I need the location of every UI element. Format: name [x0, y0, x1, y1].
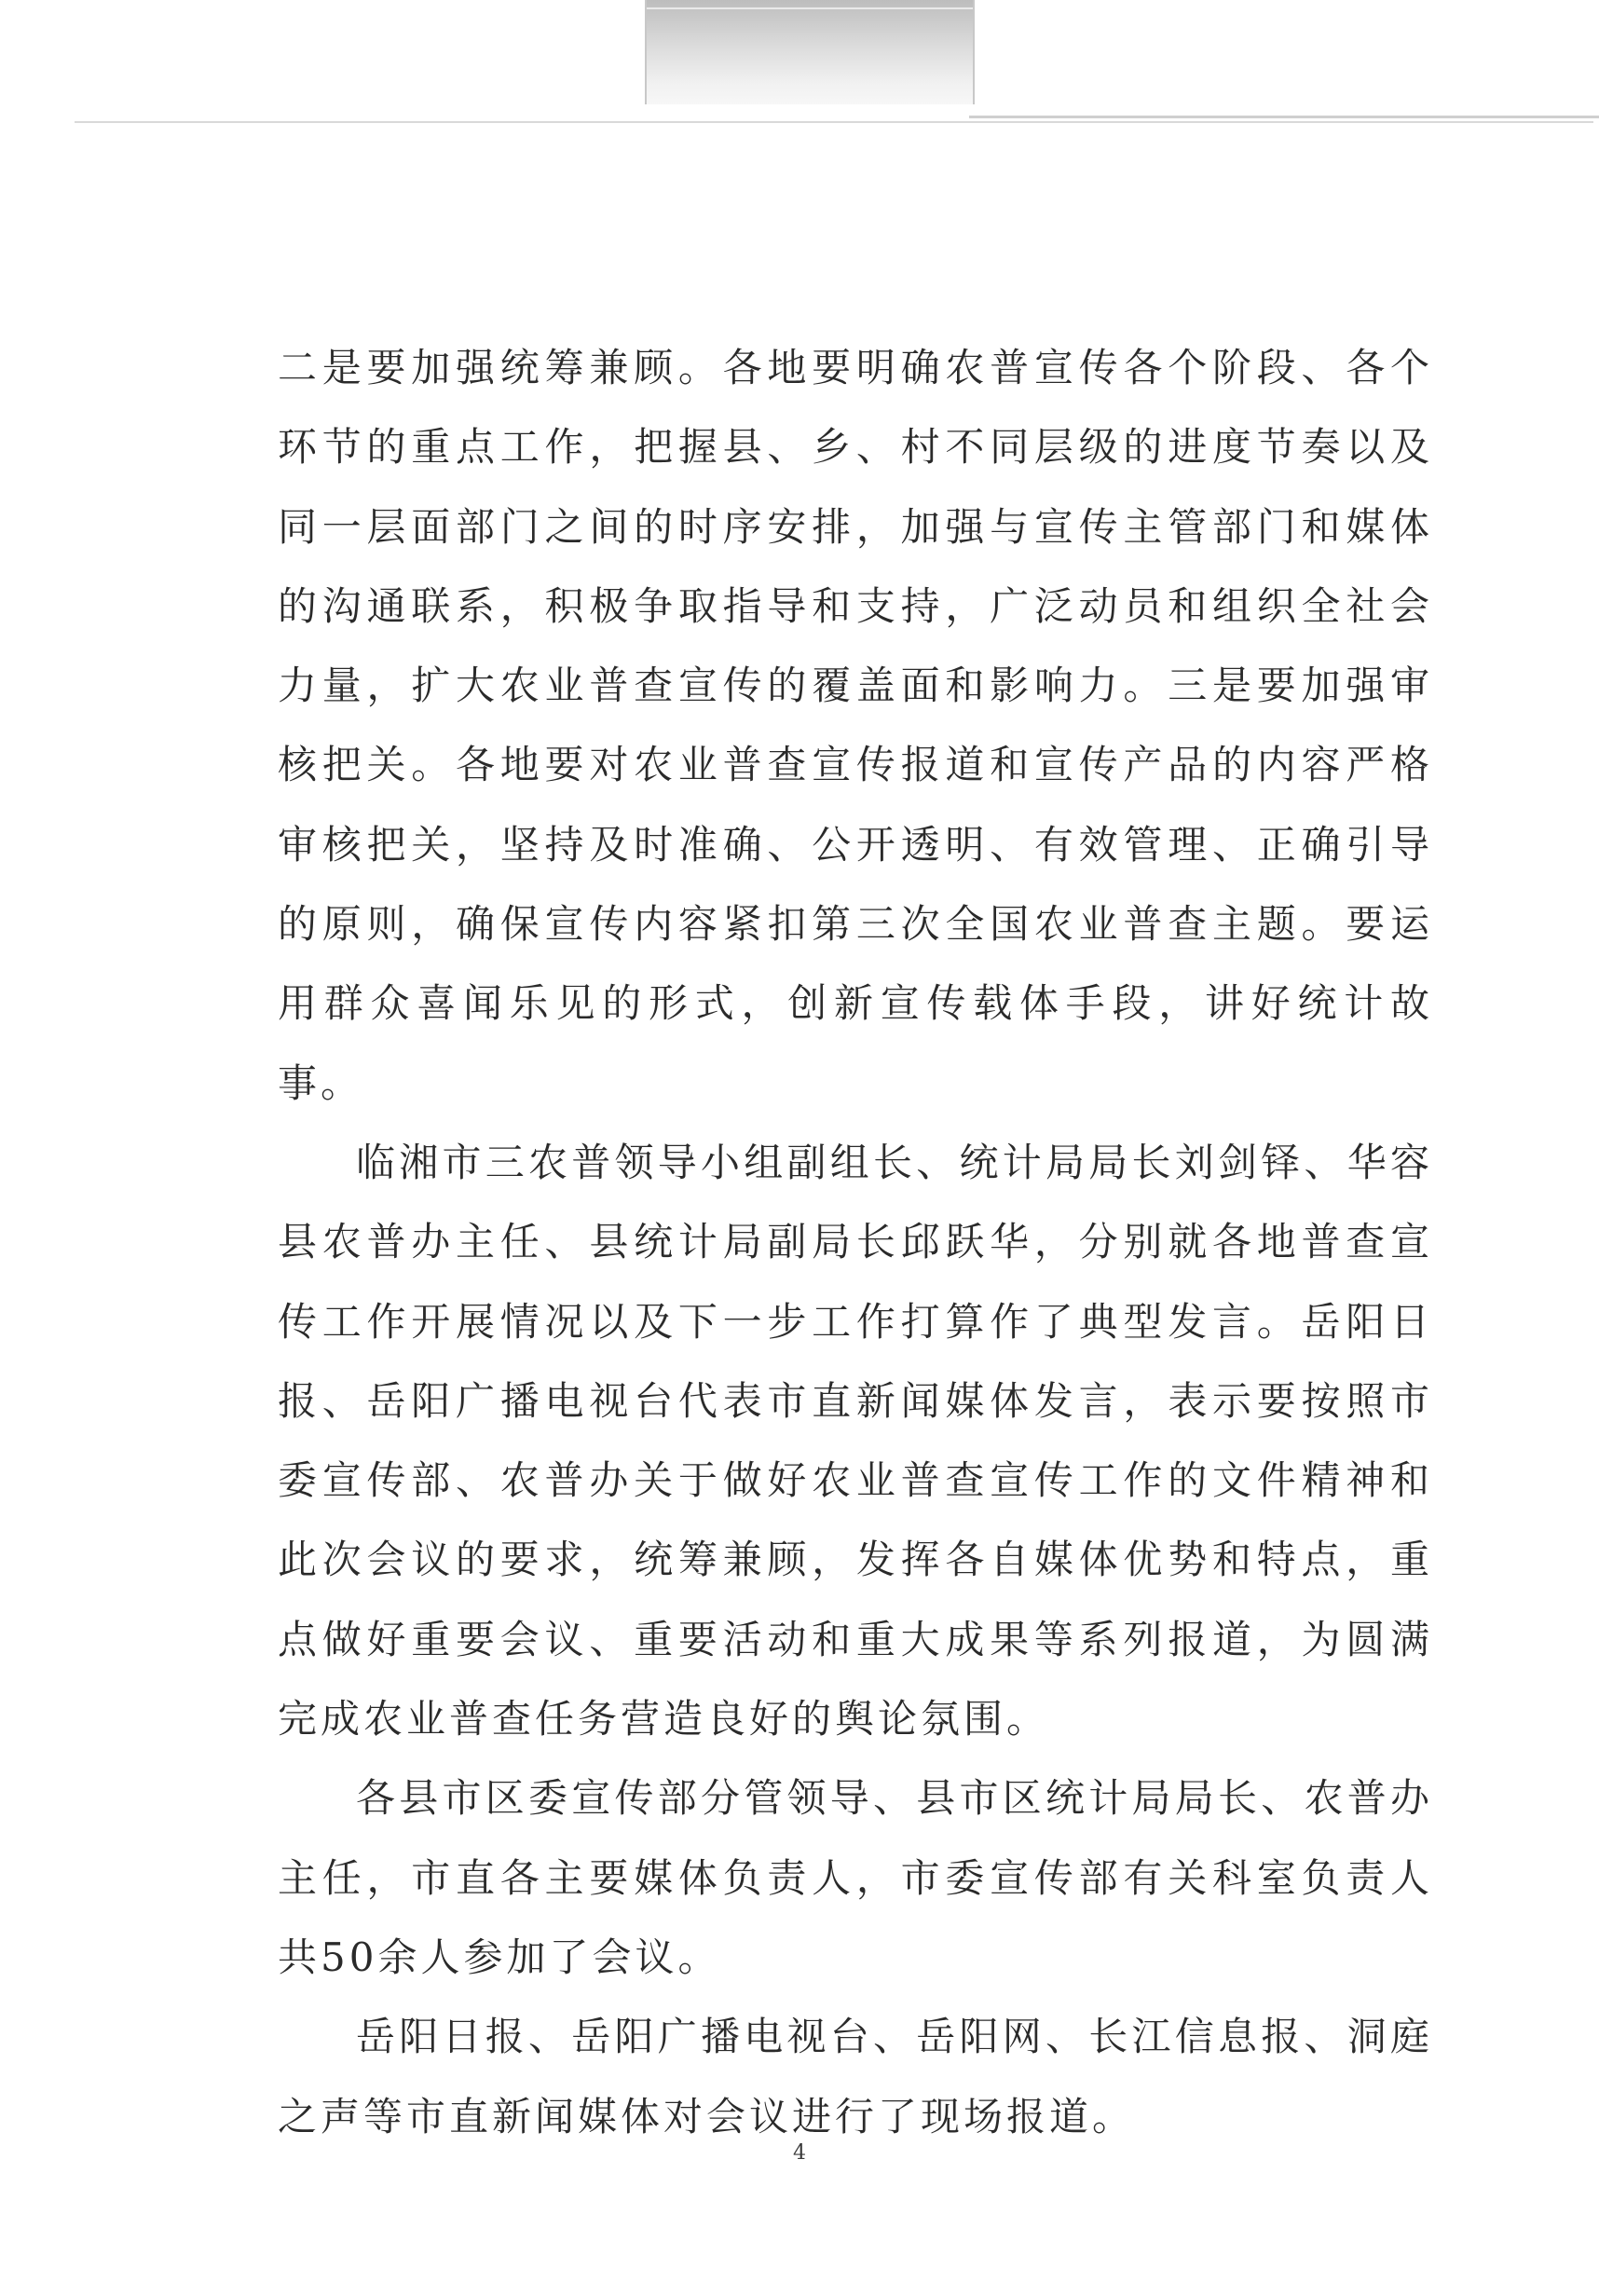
document-body [278, 328, 1433, 2156]
paragraph-typical-speeches: 临湘市三农普领导小组副组长、统计局局长刘剑铎、华容县农普办主任、县统计局副局长邱跃华，分别就各地普查宣传工作开展情况以及下一步工作打算作了典型发言。岳阳日报、岳阳广播电视台代表市直新闻媒体发言，表示要按照市委宣传部、农普办关于做好农业普查宣传工作的文件精神和此次会议的要求，统筹兼顾，发挥各自媒体优势和特点，重点做好重要会议、重要活动和重大成果等系列报道，为圆满完成农业普查任务营造良好的舆论氛围。 [278, 1139, 1433, 1742]
page-edge-line-right [969, 116, 1599, 118]
paragraph-media-coverage: 岳阳日报、岳阳广播电视台、岳阳网、长江信息报、洞庭之声等市直新闻媒体对会议进行了现场报道。 [278, 2014, 1433, 2139]
scanner-clip-shadow [645, 0, 975, 104]
paragraph-attendees: 各县市区委宣传部分管领导、县市区统计局局长、农普办主任，市直各主要媒体负责人，市委宣传部有关科室负责人共50余人参加了会议。 [278, 1775, 1433, 1980]
page-edge-line [75, 121, 1593, 123]
page-number: 4 [793, 2141, 806, 2165]
paragraph-review-requirements: 二是要加强统筹兼顾。各地要明确农普宣传各个阶段、各个环节的重点工作，把握县、乡、村不同层级的进度节奏以及同一层面部门之间的时序安排，加强与宣传主管部门和媒体的沟通联系，积极争取指导和支持，广泛动员和组织全社会力量，扩大农业普查宣传的覆盖面和影响力。三是要加强审核把关。各地要对农业普查宣传报道和宣传产品的内容严格审核把关，坚持及时准确、公开透明、有效管理、正确引导的原则，确保宣传内容紧扣第三次全国农业普查主题。要运用群众喜闻乐见的形式，创新宣传载体手段，讲好统计故事。 [278, 345, 1433, 1106]
